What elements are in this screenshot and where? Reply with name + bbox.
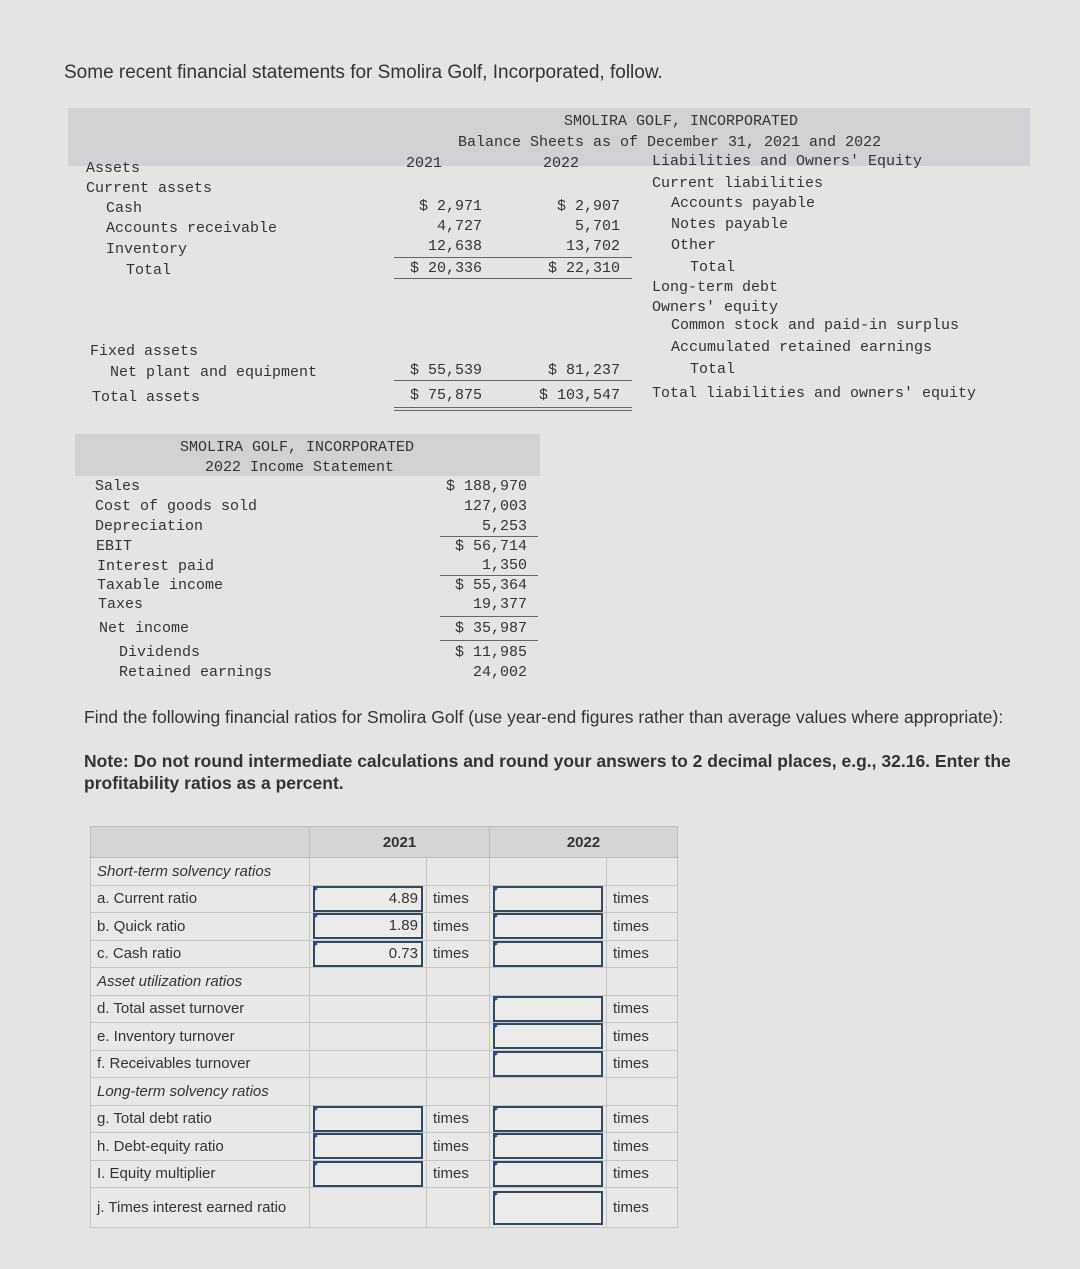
income-label: Depreciation (95, 518, 204, 535)
liability-item: Total liabilities and owners' equity (652, 385, 977, 402)
income-label: Retained earnings (119, 664, 273, 681)
total-assets-2021: $ 75,875 (409, 387, 482, 404)
ratio-label: f. Receivables turnover (91, 1050, 310, 1078)
net-plant-2021: $ 55,539 (409, 362, 482, 379)
section-long-term: Long-term solvency ratios (91, 1078, 310, 1106)
income-value: $ 188,970 (445, 478, 527, 495)
income-label: Taxable income (97, 577, 224, 594)
income-label: EBIT (96, 538, 133, 555)
liability-item: Notes payable (671, 216, 789, 233)
liability-item: Total (690, 361, 736, 378)
balance-title: Balance Sheets as of December 31, 2021 and 2022 (458, 134, 882, 151)
ratio-table (90, 826, 678, 1228)
table-row (91, 1023, 678, 1051)
income-label: Dividends (119, 644, 201, 661)
unit-label: times (607, 940, 678, 968)
asset-2021: $ 2,971 (418, 198, 482, 215)
asset-label: Inventory (106, 241, 188, 258)
unit-label: times (427, 940, 490, 968)
current-assets: Current assets (86, 180, 213, 197)
table-row (91, 885, 678, 913)
unit-label: times (427, 1160, 490, 1188)
net-plant-2022: $ 81,237 (547, 362, 620, 379)
asset-label: Total (126, 262, 172, 279)
ratio-label: c. Cash ratio (91, 940, 310, 968)
income-value: 19,377 (472, 596, 527, 613)
income-value: 5,253 (481, 518, 527, 535)
table-row (91, 1188, 678, 1228)
asset-2022: $ 22,310 (547, 260, 620, 277)
unit-label: times (427, 913, 490, 941)
liability-item: Total (690, 259, 736, 276)
unit-label: times (607, 1160, 678, 1188)
asset-2022: $ 2,907 (556, 198, 620, 215)
section-row (91, 968, 678, 996)
ratio-label: j. Times interest earned ratio (91, 1188, 310, 1228)
section-short-term: Short-term solvency ratios (91, 858, 310, 886)
asset-2022: 5,701 (574, 218, 620, 235)
receivables-turnover-2022-input[interactable] (493, 1051, 603, 1077)
debt-equity-ratio-2021-input[interactable] (313, 1133, 423, 1159)
current-ratio-2021-input[interactable]: 4.89 (313, 886, 423, 912)
ratio-label: b. Quick ratio (91, 913, 310, 941)
unit-label: times (607, 995, 678, 1023)
income-label: Cost of goods sold (95, 498, 258, 515)
total-assets-2022: $ 103,547 (538, 387, 620, 404)
col-2021: 2021 (310, 827, 490, 858)
section-row (91, 1078, 678, 1106)
income-label: Net income (99, 620, 190, 637)
income-value: 1,350 (481, 557, 527, 574)
liability-item: Common stock and paid-in surplus (671, 317, 960, 334)
income-value: $ 56,714 (454, 538, 527, 555)
total-asset-turnover-2022-input[interactable] (493, 996, 603, 1022)
liability-item: Accounts payable (671, 195, 816, 212)
liability-item: Other (671, 237, 717, 254)
quick-ratio-2022-input[interactable] (493, 913, 603, 939)
income-label: Interest paid (97, 558, 215, 575)
income-value: 24,002 (472, 664, 527, 681)
debt-equity-ratio-2022-input[interactable] (493, 1133, 603, 1159)
ratio-label: d. Total asset turnover (91, 995, 310, 1023)
ratio-label: h. Debt-equity ratio (91, 1133, 310, 1161)
fixed-assets: Fixed assets (90, 343, 199, 360)
total-debt-ratio-2022-input[interactable] (493, 1106, 603, 1132)
income-company: SMOLIRA GOLF, INCORPORATED (180, 439, 415, 456)
balance-company: SMOLIRA GOLF, INCORPORATED (564, 113, 799, 130)
table-row (91, 995, 678, 1023)
income-label: Sales (95, 478, 141, 495)
equity-multiplier-2022-input[interactable] (493, 1161, 603, 1187)
unit-label: times (427, 1105, 490, 1133)
question-note: Note: Do not round intermediate calculations and round your answers to 2 decimal places, e.g., 32.16. Enter the profitability ratios as a percent. (84, 751, 1011, 793)
table-row (91, 1160, 678, 1188)
cash-ratio-2021-input[interactable]: 0.73 (313, 941, 423, 967)
table-row (91, 1133, 678, 1161)
year-2021: 2021 (406, 155, 443, 172)
ratio-label: I. Equity multiplier (91, 1160, 310, 1188)
liability-item: Owners' equity (652, 299, 779, 316)
income-value: 127,003 (463, 498, 527, 515)
liability-item: Long-term debt (652, 279, 779, 296)
inventory-turnover-2022-input[interactable] (493, 1023, 603, 1049)
unit-label: times (607, 1023, 678, 1051)
times-interest-earned-2022-input[interactable] (493, 1191, 603, 1225)
table-row (91, 913, 678, 941)
ratio-label: e. Inventory turnover (91, 1023, 310, 1051)
net-plant-label: Net plant and equipment (110, 364, 318, 381)
income-value: $ 35,987 (454, 620, 527, 637)
income-value: $ 55,364 (454, 577, 527, 594)
ratio-label: a. Current ratio (91, 885, 310, 913)
unit-label: times (607, 1105, 678, 1133)
unit-label: times (607, 885, 678, 913)
unit-label: times (607, 1133, 678, 1161)
table-row (91, 1105, 678, 1133)
asset-2021: 4,727 (436, 218, 482, 235)
unit-label: times (607, 1050, 678, 1078)
question-text: Find the following financial ratios for Smolira Golf (use year-end figures rather than average values where appropriate): (84, 707, 1004, 727)
liability-item: Current liabilities (652, 175, 824, 192)
current-ratio-2022-input[interactable] (493, 886, 603, 912)
unit-label: times (427, 1133, 490, 1161)
ratio-label: g. Total debt ratio (91, 1105, 310, 1133)
asset-2021: $ 20,336 (409, 260, 482, 277)
asset-label: Accounts receivable (106, 220, 278, 237)
quick-ratio-2021-input[interactable]: 1.89 (313, 913, 423, 939)
unit-label: times (607, 913, 678, 941)
income-value: $ 11,985 (454, 644, 527, 661)
intro-text: Some recent financial statements for Smolira Golf, Incorporated, follow. (64, 62, 663, 83)
table-row (91, 1050, 678, 1078)
unit-label: times (427, 885, 490, 913)
total-debt-ratio-2021-input[interactable] (313, 1106, 423, 1132)
col-2022: 2022 (490, 827, 678, 858)
equity-multiplier-2021-input[interactable] (313, 1161, 423, 1187)
liabilities-header: Liabilities and Owners' Equity (652, 153, 923, 170)
income-title: 2022 Income Statement (205, 459, 395, 476)
asset-2021: 12,638 (427, 238, 482, 255)
total-assets-label: Total assets (92, 389, 201, 406)
section-row (91, 858, 678, 886)
table-row (91, 940, 678, 968)
income-label: Taxes (98, 596, 144, 613)
unit-label: times (607, 1188, 678, 1228)
liability-item: Accumulated retained earnings (671, 339, 933, 356)
asset-2022: 13,702 (565, 238, 620, 255)
section-asset-utilization: Asset utilization ratios (91, 968, 310, 996)
asset-label: Cash (106, 200, 143, 217)
year-2022: 2022 (543, 155, 580, 172)
assets-header: Assets (86, 160, 141, 177)
cash-ratio-2022-input[interactable] (493, 941, 603, 967)
